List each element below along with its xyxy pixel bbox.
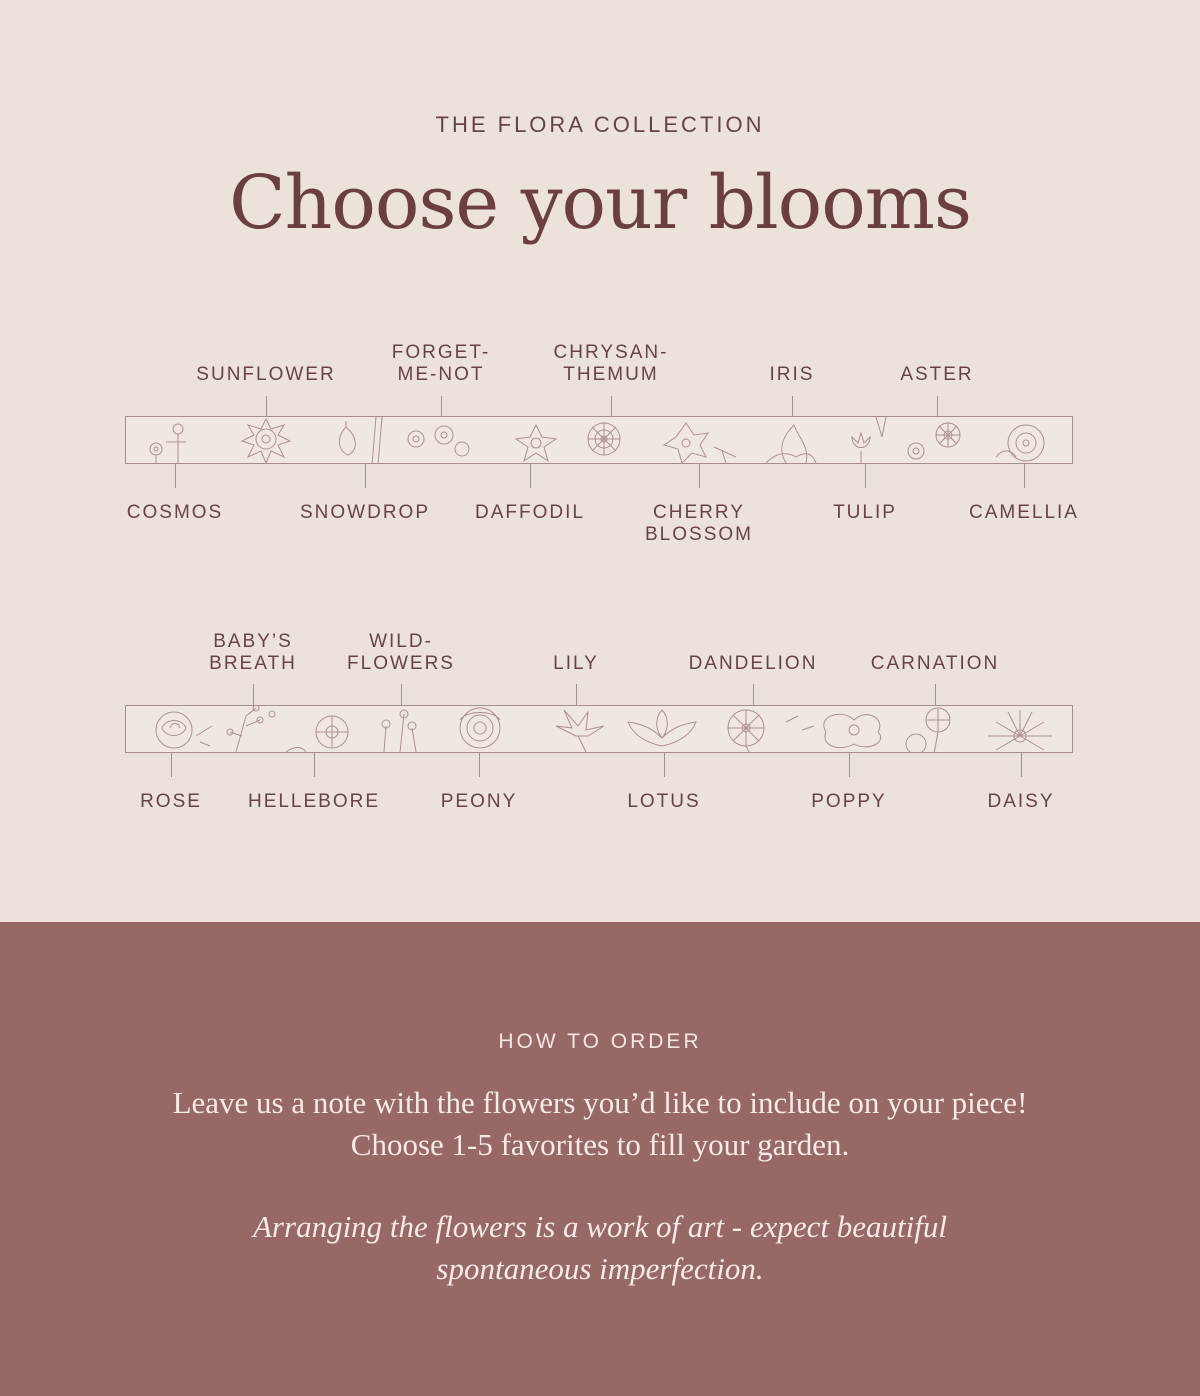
label-cherry-blossom[interactable]: CHERRY BLOSSOM <box>645 502 753 545</box>
collection-eyebrow: THE FLORA COLLECTION <box>435 112 765 137</box>
tick <box>849 753 850 777</box>
flower-strip-1 <box>125 416 1073 464</box>
page-title: Choose your blooms <box>229 160 971 246</box>
label-hellebore[interactable]: HELLEBORE <box>247 791 381 812</box>
how-to-order-heading: HOW TO ORDER <box>498 1030 702 1053</box>
tick <box>935 684 936 705</box>
label-dandelion[interactable]: DANDELION <box>688 653 818 674</box>
tick <box>576 684 577 705</box>
order-instructions: Leave us a note with the flowers you’d like to include on your piece! Choose 1-5 favorites to fill your garden. <box>172 1085 1028 1162</box>
label-carnation[interactable]: CARNATION <box>870 653 1000 674</box>
tick <box>865 464 866 488</box>
tick <box>365 464 366 488</box>
label-babys-breath[interactable]: BABY’S BREATH <box>209 631 297 674</box>
label-daffodil[interactable]: DAFFODIL <box>475 502 585 523</box>
label-wildflowers[interactable]: WILD- FLOWERS <box>347 631 455 674</box>
tick <box>171 753 172 777</box>
label-sunflower[interactable]: SUNFLOWER <box>196 364 336 385</box>
label-forget-me-not[interactable]: FORGET- ME-NOT <box>391 342 491 385</box>
flower-strip-2 <box>125 705 1073 753</box>
label-poppy[interactable]: POPPY <box>811 791 887 812</box>
tick <box>175 464 176 488</box>
tick <box>530 464 531 488</box>
arrangement-note: Arranging the flowers is a work of art - expect beautiful spontaneous imperfection. <box>253 1209 947 1286</box>
tick <box>611 396 612 416</box>
flower-illustrations-1 <box>126 417 1073 464</box>
flower-illustrations-2 <box>126 706 1073 753</box>
label-tulip[interactable]: TULIP <box>833 502 897 523</box>
tick <box>479 753 480 777</box>
tick <box>441 396 442 416</box>
label-chrysanthemum[interactable]: CHRYSAN- THEMUM <box>553 342 669 385</box>
tick <box>253 684 254 705</box>
tick <box>266 396 267 416</box>
tick <box>664 753 665 777</box>
tick <box>699 464 700 488</box>
tick <box>1024 464 1025 488</box>
tick <box>1021 753 1022 777</box>
label-snowdrop[interactable]: SNOWDROP <box>300 502 430 523</box>
label-camellia[interactable]: CAMELLIA <box>969 502 1079 523</box>
how-to-order-section <box>0 922 1200 1396</box>
label-lotus[interactable]: LOTUS <box>627 791 701 812</box>
label-rose[interactable]: ROSE <box>140 791 202 812</box>
label-aster[interactable]: ASTER <box>900 364 974 385</box>
label-cosmos[interactable]: COSMOS <box>126 502 224 523</box>
tick <box>401 684 402 705</box>
label-iris[interactable]: IRIS <box>769 364 815 385</box>
tick <box>792 396 793 416</box>
label-peony[interactable]: PEONY <box>440 791 518 812</box>
label-daisy[interactable]: DAISY <box>987 791 1055 812</box>
tick <box>753 684 754 705</box>
label-lily[interactable]: LILY <box>553 653 599 674</box>
tick <box>314 753 315 777</box>
tick <box>937 396 938 416</box>
